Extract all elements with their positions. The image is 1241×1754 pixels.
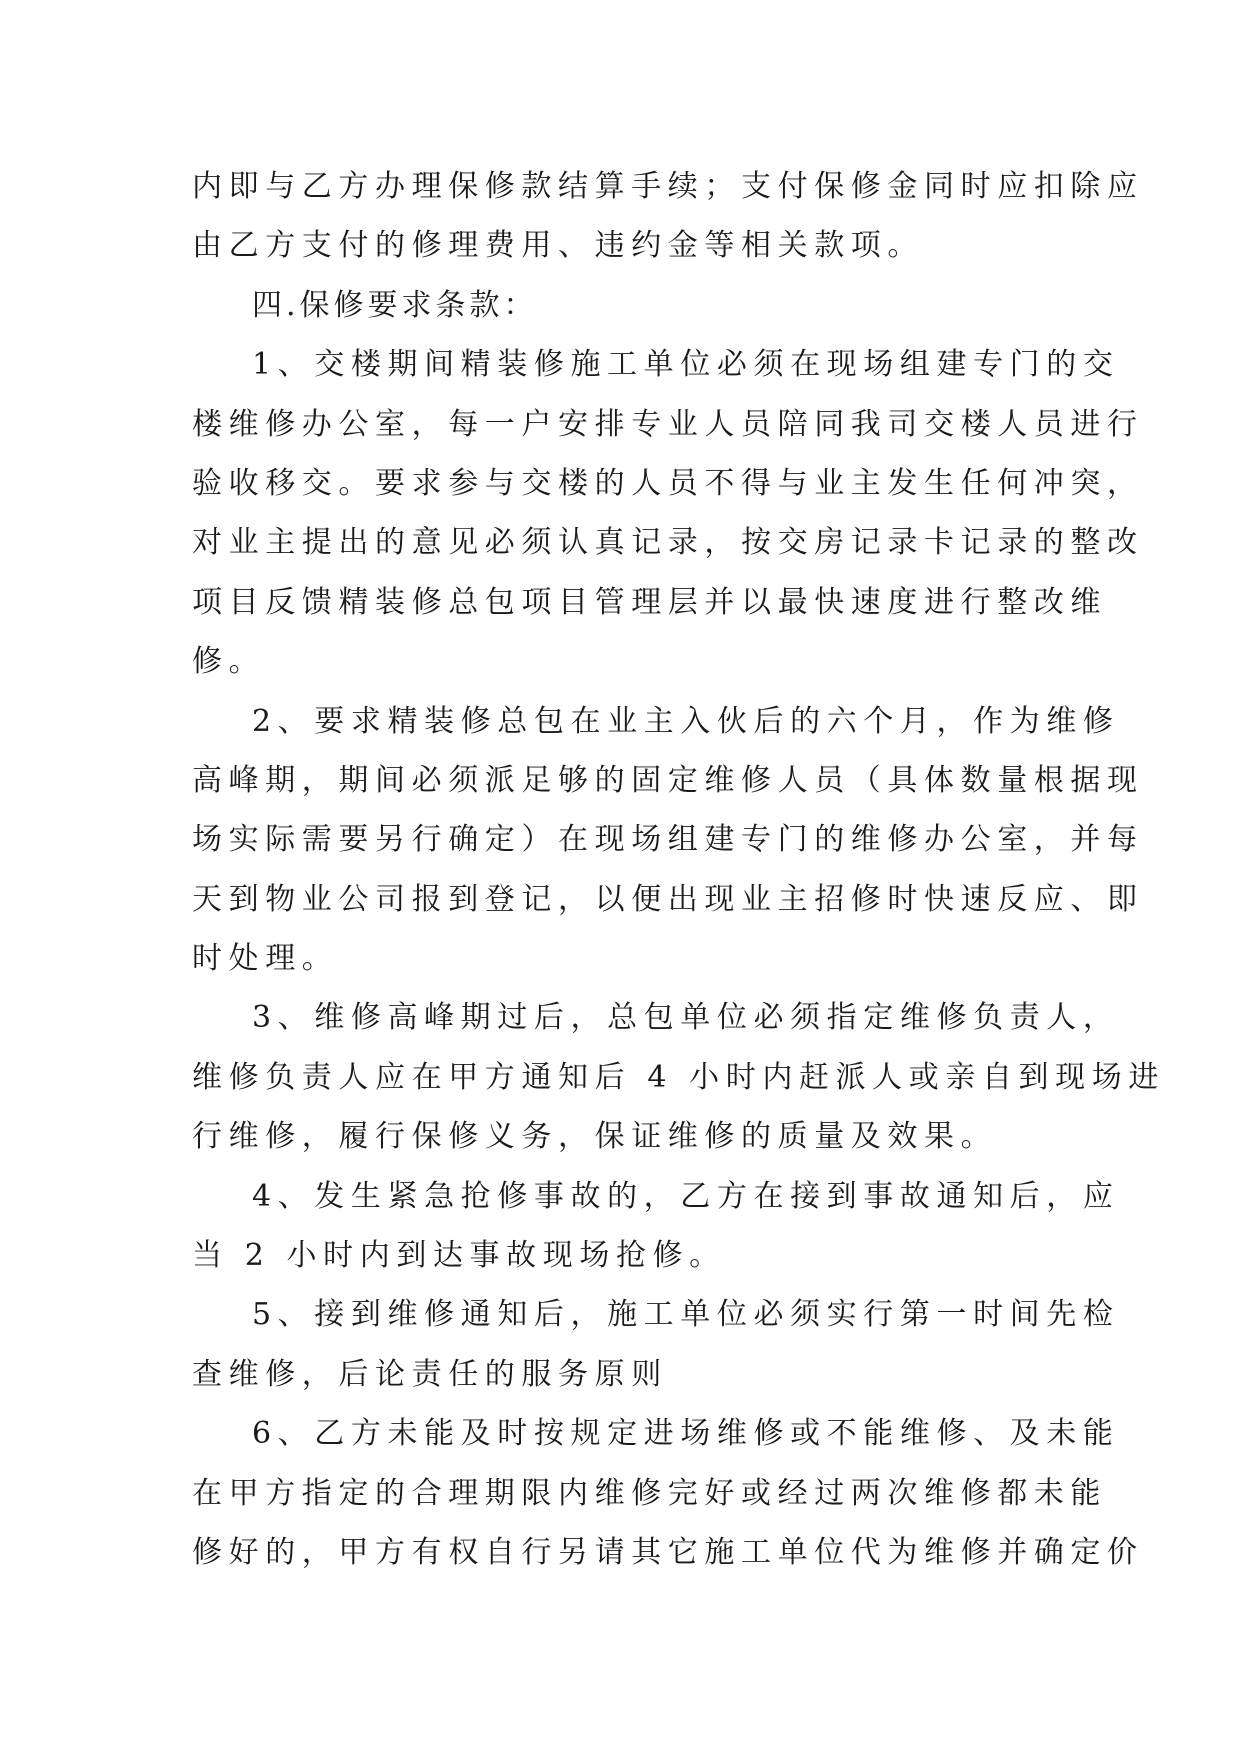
text-line: 在甲方指定的合理期限内维修完好或经过两次维修都未能	[192, 1475, 1107, 1511]
document-body	[192, 157, 1165, 1582]
section-heading	[192, 276, 1054, 335]
text-line: 维修负责人应在甲方通知后 4 小时内赶派人或亲自到现场进	[192, 1059, 1165, 1095]
text-line: 修好的，甲方有权自行另请其它施工单位代为维修并确定价	[192, 1534, 1144, 1570]
clause-item-5	[192, 1285, 1120, 1404]
text-line: 1、交楼期间精装修施工单位必须在现场组建专门的交	[252, 347, 1120, 383]
text-line: 4、发生紧急抢修事故的，乙方在接到事故通知后，应	[252, 1178, 1120, 1214]
clause-item-2	[192, 692, 1144, 989]
text-line: 对业主提出的意见必须认真记录，按交房记录卡记录的整改	[192, 525, 1144, 561]
text-line: 由乙方支付的修理费用、违约金等相关款项。	[192, 228, 924, 264]
text-line: 5、接到维修通知后，施工单位必须实行第一时间先检	[252, 1297, 1120, 1333]
text-line: 时处理。	[192, 941, 339, 977]
text-line: 内即与乙方办理保修款结算手续；支付保修金同时应扣除应	[192, 169, 1144, 204]
clause-item-1	[192, 335, 1144, 691]
clause-item-4	[192, 1167, 1120, 1286]
text-line: 高峰期，期间必须派足够的固定维修人员（具体数量根据现	[192, 762, 1144, 798]
text-line: 2、要求精装修总包在业主入伙后的六个月，作为维修	[252, 703, 1120, 739]
text-line: 查维修，后论责任的服务原则	[192, 1356, 668, 1392]
text-line: 项目反馈精装修总包项目管理层并以最快速度进行整改维	[192, 584, 1107, 620]
text-line: 场实际需要另行确定）在现场组建专门的维修办公室，并每	[192, 822, 1144, 858]
text-line: 楼维修办公室，每一户安排专业人员陪同我司交楼人员进行	[192, 406, 1144, 442]
clause-item-6	[192, 1404, 1144, 1582]
clause-item-3	[192, 988, 1165, 1166]
text-line: 修。	[192, 644, 266, 680]
text-line: 6、乙方未能及时按规定进场维修或不能维修、及未能	[252, 1416, 1120, 1452]
text-line: 行维修，履行保修义务，保证维修的质量及效果。	[192, 1119, 998, 1155]
text-line: 天到物业公司报到登记，以便出现业主招修时快速反应、即	[192, 881, 1144, 917]
section-heading-text: 四.保修要求条款：	[252, 287, 538, 323]
text-line: 验收移交。要求参与交楼的人员不得与业主发生任何冲突，	[192, 465, 1144, 501]
text-line: 3、维修高峰期过后，总包单位必须指定维修负责人，	[252, 1000, 1120, 1036]
text-line: 当 2 小时内到达事故现场抢修。	[192, 1238, 726, 1274]
paragraph-continuation	[192, 157, 1144, 276]
